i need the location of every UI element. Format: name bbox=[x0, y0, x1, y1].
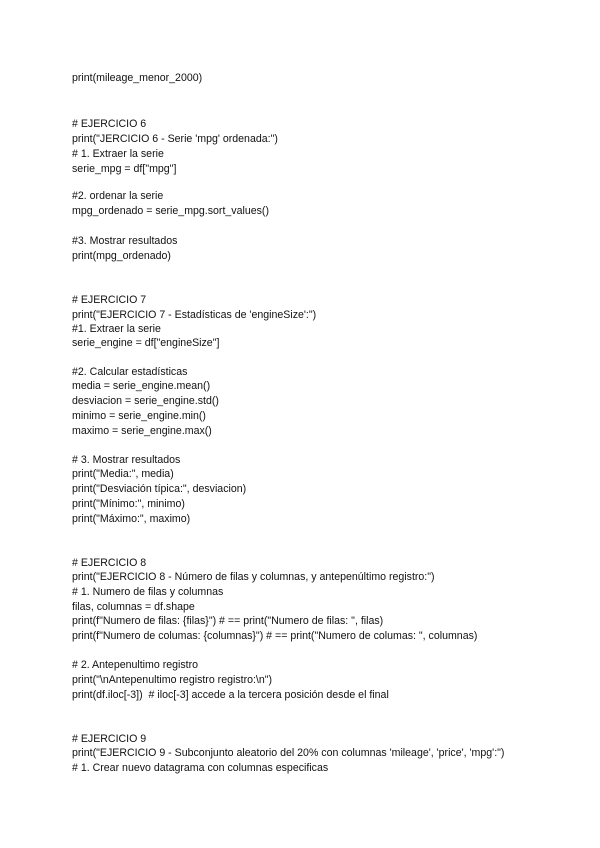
comment-line: #2. ordenar la serie bbox=[72, 190, 164, 202]
code-line: print(mpg_ordenado) bbox=[72, 250, 171, 262]
comment-line: # 1. Numero de filas y columnas bbox=[72, 586, 224, 598]
code-line: print("\nAntepenultimo registro registro:\n") bbox=[72, 674, 273, 686]
comment-line: # 2. Antepenultimo registro bbox=[72, 659, 199, 671]
code-line: print("Desviación típica:", desviacion) bbox=[72, 483, 247, 495]
code-line: print("EJERCICIO 9 - Subconjunto aleatorio del 20% con columnas 'mileage', 'price', 'mpg':") bbox=[72, 747, 505, 759]
code-line: print("JERCICIO 6 - Serie 'mpg' ordenada:") bbox=[72, 133, 278, 145]
comment-line: # 1. Crear nuevo datagrama con columnas especificas bbox=[72, 762, 329, 774]
code-line: print(f"Numero de filas: {filas}") # == print("Numero de filas: ", filas) bbox=[72, 615, 384, 627]
code-line-print-mileage: print(mileage_menor_2000) bbox=[72, 72, 203, 84]
code-line: media = serie_engine.mean() bbox=[72, 380, 211, 392]
heading-ejercicio-9: # EJERCICIO 9 bbox=[72, 733, 147, 745]
comment-line: #3. Mostrar resultados bbox=[72, 235, 178, 247]
code-line: print(df.iloc[-3]) # iloc[-3] accede a la tercera posición desde el final bbox=[72, 689, 389, 701]
code-line: print("EJERCICIO 8 - Número de filas y columnas, y antepenúltimo registro:") bbox=[72, 571, 435, 583]
code-line: desviacion = serie_engine.std() bbox=[72, 395, 219, 407]
heading-ejercicio-8: # EJERCICIO 8 bbox=[72, 557, 147, 569]
code-line: print("EJERCICIO 7 - Estadísticas de 'engineSize':") bbox=[72, 309, 317, 321]
comment-line: #2. Calcular estadísticas bbox=[72, 366, 188, 378]
code-line: print("Mínimo:", minimo) bbox=[72, 498, 185, 510]
code-line: filas, columnas = df.shape bbox=[72, 601, 195, 613]
comment-line: # 3. Mostrar resultados bbox=[72, 454, 181, 466]
code-line: serie_mpg = df["mpg"] bbox=[72, 163, 177, 175]
code-line: maximo = serie_engine.max() bbox=[72, 425, 212, 437]
code-line: serie_engine = df["engineSize"] bbox=[72, 337, 220, 349]
code-line: minimo = serie_engine.min() bbox=[72, 410, 206, 422]
code-line: mpg_ordenado = serie_mpg.sort_values() bbox=[72, 205, 269, 217]
code-line: print("Media:", media) bbox=[72, 468, 174, 480]
comment-line: #1. Extraer la serie bbox=[72, 323, 161, 335]
code-line: print("Máximo:", maximo) bbox=[72, 513, 191, 525]
heading-ejercicio-6: # EJERCICIO 6 bbox=[72, 118, 147, 130]
heading-ejercicio-7: # EJERCICIO 7 bbox=[72, 294, 147, 306]
comment-line: # 1. Extraer la serie bbox=[72, 148, 164, 160]
code-line: print(f"Numero de columas: {columnas}") # == print("Numero de columas: ", columnas) bbox=[72, 630, 478, 642]
